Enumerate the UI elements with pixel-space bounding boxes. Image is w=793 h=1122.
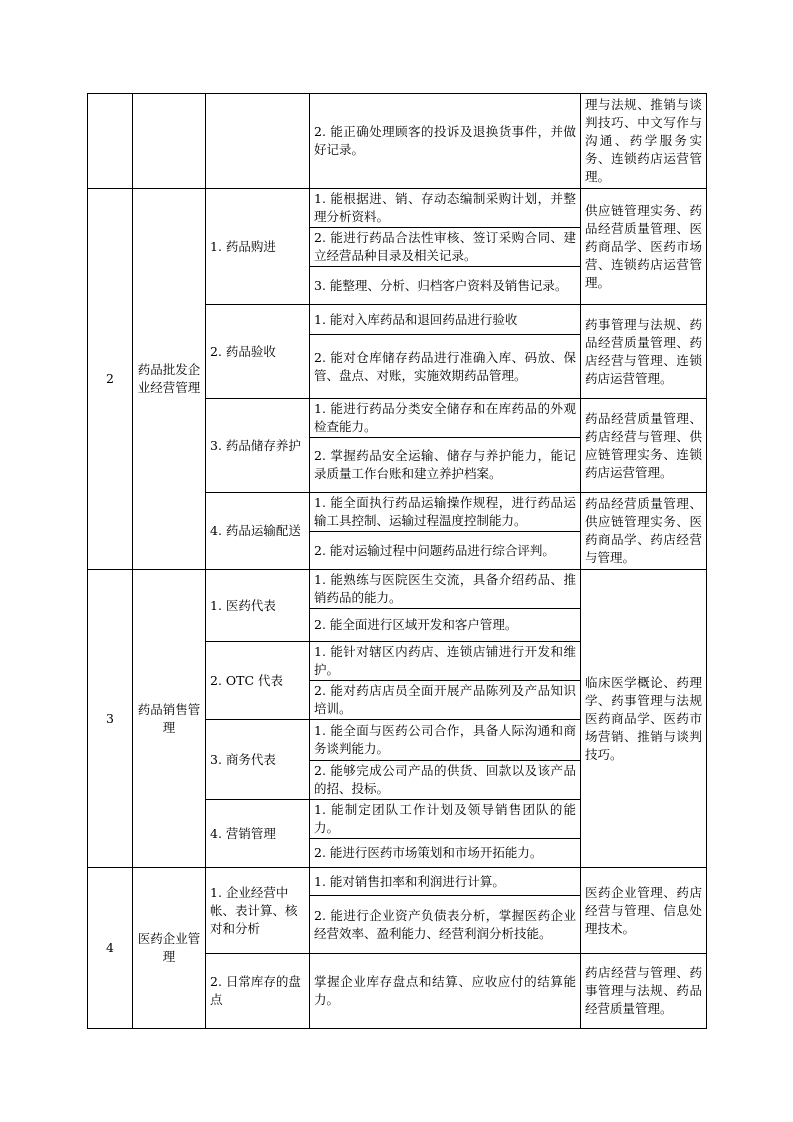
ability-requirement: 2. 能进行企业资产负债表分析，掌握医药企业经营效率、盈利能力、经营利润分析技能。	[310, 896, 581, 954]
row-number: 2	[88, 189, 133, 570]
related-courses: 药店经营与管理、药事管理与法规、药品经营质量管理。	[581, 954, 707, 1029]
job-task: 1. 药品购进	[206, 189, 310, 305]
ability-requirement: 2. 掌握药品安全运输、储存与养护能力，能记录质量工作台账和建立养护档案。	[310, 438, 581, 493]
job-task: 3. 药品储存养护	[206, 399, 310, 493]
table-row	[88, 94, 707, 189]
job-task: 2. OTC 代表	[206, 642, 310, 720]
ability-requirement: 1. 能制定团队工作计划及领导销售团队的能力。	[310, 800, 581, 839]
related-courses: 理与法规、推销与谈判技巧、中文写作与沟通、药学服务实务、连锁药店运营管理。	[581, 94, 707, 189]
related-courses: 临床医学概论、药理学、药事管理与法规医药商品学、医药市场营销、推销与谈判技巧。	[581, 570, 707, 868]
related-courses: 医药企业管理、药店经营与管理、信息处理技术。	[581, 868, 707, 954]
ability-requirement: 1. 能进行药品分类安全储存和在库药品的外观检查能力。	[310, 399, 581, 438]
job-task: 1. 企业经营中帐、表计算、核对和分析	[206, 868, 310, 954]
row-number: 3	[88, 570, 133, 868]
job-task: 3. 商务代表	[206, 720, 310, 800]
ability-requirement: 1. 能全面与医药公司合作，具备人际沟通和商务谈判能力。	[310, 720, 581, 761]
job-task: 2. 日常库存的盘点	[206, 954, 310, 1029]
job-task: 4. 营销管理	[206, 800, 310, 868]
job-task	[206, 94, 310, 189]
table-row	[88, 189, 707, 228]
table-row	[88, 868, 707, 896]
ability-requirement: 1. 能针对辖区内药店、连锁店铺进行开发和维护。	[310, 642, 581, 681]
related-courses: 药品经营质量管理、供应链管理实务、医药商品学、药店经营与管理。	[581, 493, 707, 570]
competency-table	[87, 93, 707, 1029]
job-task: 1. 医药代表	[206, 570, 310, 642]
related-courses: 药事管理与法规、药品经营质量管理、药店经营与管理、连锁药店运营管理。	[581, 305, 707, 399]
row-number	[88, 94, 133, 189]
job-area: 医药企业管理	[133, 868, 206, 1029]
ability-requirement: 2. 能对仓库储存药品进行准确入库、码放、保管、盘点、对账，实施效期药品管理。	[310, 335, 581, 399]
ability-requirement: 1. 能对入库药品和退回药品进行验收	[310, 305, 581, 335]
ability-requirement: 1. 能对销售扣率和利润进行计算。	[310, 868, 581, 896]
ability-requirement: 2. 能正确处理顾客的投诉及退换货事件，并做好记录。	[310, 94, 581, 189]
job-area: 药品批发企业经营管理	[133, 189, 206, 570]
ability-requirement: 2. 能够完成公司产品的供货、回款以及该产品的招、投标。	[310, 761, 581, 800]
related-courses: 药品经营质量管理、药店经营与管理、供应链管理实务、连锁药店运营管理。	[581, 399, 707, 493]
job-area	[133, 94, 206, 189]
ability-requirement: 2. 能对药店店员全面开展产品陈列及产品知识培训。	[310, 681, 581, 720]
ability-requirement: 2. 能全面进行区域开发和客户管理。	[310, 609, 581, 642]
ability-requirement: 1. 能根据进、销、存动态编制采购计划，并整理分析资料。	[310, 189, 581, 228]
ability-requirement: 2. 能进行医药市场策划和市场开拓能力。	[310, 839, 581, 868]
ability-requirement: 掌握企业库存盘点和结算、应收应付的结算能力。	[310, 954, 581, 1029]
job-area: 药品销售管理	[133, 570, 206, 868]
ability-requirement: 2. 能进行药品合法性审核、签订采购合同、建立经营品种目录及相关记录。	[310, 228, 581, 267]
job-task: 4. 药品运输配送	[206, 493, 310, 570]
ability-requirement: 1. 能全面执行药品运输操作规程，进行药品运输工具控制、运输过程温度控制能力。	[310, 493, 581, 532]
ability-requirement: 3. 能整理、分析、归档客户资料及销售记录。	[310, 267, 581, 305]
related-courses: 供应链管理实务、药品经营质量管理、医药商品学、医药市场营、连锁药店运营管理。	[581, 189, 707, 305]
job-task: 2. 药品验收	[206, 305, 310, 399]
ability-requirement: 1. 能熟练与医院医生交流，具备介绍药品、推销药品的能力。	[310, 570, 581, 609]
table-row	[88, 570, 707, 609]
ability-requirement: 2. 能对运输过程中问题药品进行综合评判。	[310, 532, 581, 570]
row-number: 4	[88, 868, 133, 1029]
